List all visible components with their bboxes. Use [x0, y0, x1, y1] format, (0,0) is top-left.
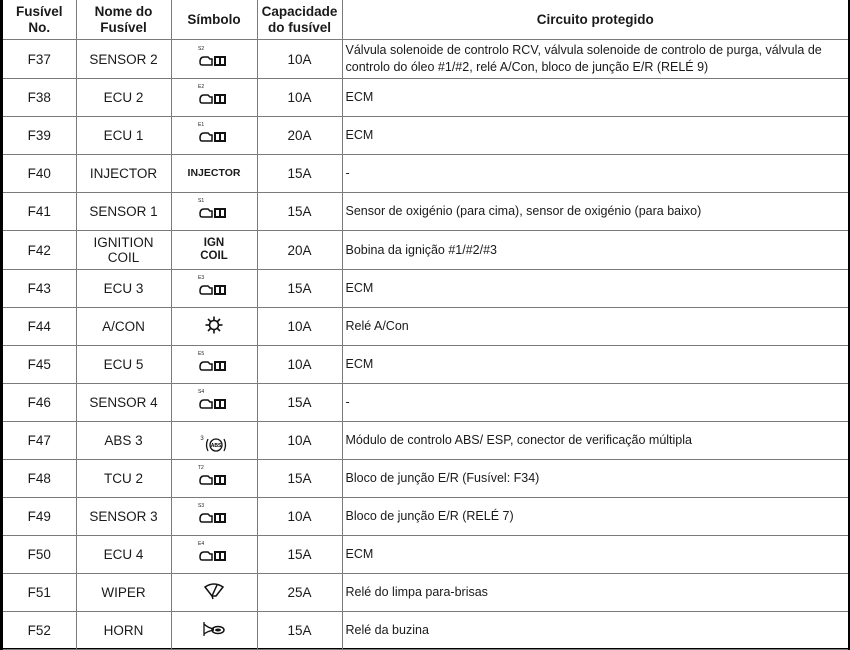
protected-circuit: Bloco de junção E/R (RELÉ 7)	[342, 498, 848, 536]
protected-circuit: Sensor de oxigénio (para cima), sensor de oxigénio (para baixo)	[342, 193, 848, 231]
protected-circuit: Válvula solenoide de controlo RCV, válvula solenoide de controlo de purga, válvula de controlo do óleo #1/#2, relé A/Con, bloco de junção E/R (RELÉ 9)	[342, 40, 848, 79]
protected-circuit: ECM	[342, 79, 848, 117]
header-fuse-no: Fusível No.	[3, 0, 76, 40]
fuse-symbol	[171, 117, 257, 155]
fuse-name: WIPER	[76, 574, 171, 612]
table-row	[3, 79, 848, 117]
fuse-name: ECU 2	[76, 79, 171, 117]
fuse-symbol	[171, 231, 257, 270]
table-row	[3, 384, 848, 422]
fuse-number: F42	[3, 231, 76, 270]
table-row	[3, 612, 848, 650]
fuse-symbol	[171, 155, 257, 193]
fuse-number: F48	[3, 460, 76, 498]
fuse-name: SENSOR 1	[76, 193, 171, 231]
protected-circuit: Módulo de controlo ABS/ ESP, conector de verificação múltipla	[342, 422, 848, 460]
fuse-name: ECU 1	[76, 117, 171, 155]
fuse-number: F50	[3, 536, 76, 574]
fuse-symbol	[171, 346, 257, 384]
header-symbol: Símbolo	[171, 0, 257, 40]
table-row	[3, 117, 848, 155]
fuse-rating: 25A	[257, 574, 342, 612]
fuse-name: IGNITION COIL	[76, 231, 171, 270]
fuse-rating: 10A	[257, 79, 342, 117]
engine-check-icon: S2	[199, 49, 229, 67]
header-circuit: Circuito protegido	[342, 0, 848, 40]
fuse-table	[3, 0, 848, 650]
snowflake-sun-icon	[205, 316, 223, 334]
table-row	[3, 346, 848, 384]
protected-circuit: Relé do limpa para-brisas	[342, 574, 848, 612]
fuse-symbol	[171, 460, 257, 498]
fuse-rating: 10A	[257, 308, 342, 346]
header-fuse-name: Nome do Fusível	[76, 0, 171, 40]
fuse-symbol	[171, 422, 257, 460]
fuse-rating: 10A	[257, 40, 342, 79]
fuse-symbol	[171, 308, 257, 346]
table-row	[3, 231, 848, 270]
fuse-symbol	[171, 498, 257, 536]
fuse-number: F41	[3, 193, 76, 231]
table-row	[3, 460, 848, 498]
fuse-number: F49	[3, 498, 76, 536]
fuse-number: F52	[3, 612, 76, 650]
table-row	[3, 422, 848, 460]
fuse-name: ECU 4	[76, 536, 171, 574]
fuse-rating: 15A	[257, 384, 342, 422]
table-row	[3, 270, 848, 308]
protected-circuit: ECM	[342, 270, 848, 308]
wiper-icon	[203, 582, 225, 600]
header-capacity: Capacidade do fusível	[257, 0, 342, 40]
fuse-symbol	[171, 40, 257, 79]
table-row	[3, 536, 848, 574]
table-row	[3, 155, 848, 193]
fuse-symbol	[171, 193, 257, 231]
fuse-name: INJECTOR	[76, 155, 171, 193]
engine-check-icon: T2	[199, 468, 229, 486]
protected-circuit: ECM	[342, 117, 848, 155]
fuse-rating: 10A	[257, 346, 342, 384]
protected-circuit: -	[342, 384, 848, 422]
symbol-text: INJECTOR	[187, 167, 241, 179]
fuse-symbol	[171, 612, 257, 650]
fuse-number: F40	[3, 155, 76, 193]
fuse-name: SENSOR 3	[76, 498, 171, 536]
protected-circuit: -	[342, 155, 848, 193]
fuse-name: HORN	[76, 612, 171, 650]
fuse-number: F46	[3, 384, 76, 422]
horn-icon	[202, 620, 226, 638]
protected-circuit: ECM	[342, 346, 848, 384]
protected-circuit: Relé da buzina	[342, 612, 848, 650]
fuse-name: ECU 3	[76, 270, 171, 308]
fuse-rating: 15A	[257, 193, 342, 231]
fuse-symbol	[171, 574, 257, 612]
fuse-name: SENSOR 2	[76, 40, 171, 79]
fuse-number: F51	[3, 574, 76, 612]
fuse-rating: 20A	[257, 231, 342, 270]
fuse-rating: 15A	[257, 270, 342, 308]
fuse-rating: 20A	[257, 117, 342, 155]
fuse-rating: 10A	[257, 498, 342, 536]
fuse-name: ABS 3	[76, 422, 171, 460]
table-header-row	[3, 0, 848, 40]
fuse-name: SENSOR 4	[76, 384, 171, 422]
fuse-number: F47	[3, 422, 76, 460]
protected-circuit: Bloco de junção E/R (Fusível: F34)	[342, 460, 848, 498]
fuse-rating: 15A	[257, 460, 342, 498]
fuse-number: F38	[3, 79, 76, 117]
abs-icon: 3 ABS	[200, 436, 227, 454]
fuse-symbol	[171, 270, 257, 308]
fuse-number: F37	[3, 40, 76, 79]
protected-circuit: Relé A/Con	[342, 308, 848, 346]
engine-check-icon: S4	[199, 392, 229, 410]
engine-check-icon: E1	[199, 125, 229, 143]
protected-circuit: ECM	[342, 536, 848, 574]
symbol-text: IGN COIL	[200, 237, 228, 262]
fuse-rating: 15A	[257, 612, 342, 650]
fuse-name: TCU 2	[76, 460, 171, 498]
engine-check-icon: E5	[199, 354, 229, 372]
fuse-number: F45	[3, 346, 76, 384]
engine-check-icon: S1	[199, 201, 229, 219]
fuse-symbol	[171, 79, 257, 117]
fuse-number: F43	[3, 270, 76, 308]
fuse-rating: 10A	[257, 422, 342, 460]
table-row	[3, 308, 848, 346]
protected-circuit: Bobina da ignição #1/#2/#3	[342, 231, 848, 270]
fuse-table-page	[3, 0, 848, 648]
fuse-name: ECU 5	[76, 346, 171, 384]
table-row	[3, 574, 848, 612]
fuse-symbol	[171, 536, 257, 574]
table-row	[3, 498, 848, 536]
engine-check-icon: E4	[199, 544, 229, 562]
engine-check-icon: E2	[199, 87, 229, 105]
engine-check-icon: E3	[199, 278, 229, 296]
fuse-rating: 15A	[257, 536, 342, 574]
table-row	[3, 40, 848, 79]
engine-check-icon: S3	[199, 506, 229, 524]
fuse-number: F44	[3, 308, 76, 346]
fuse-number: F39	[3, 117, 76, 155]
svg-text:ABS: ABS	[210, 442, 221, 449]
fuse-symbol	[171, 384, 257, 422]
fuse-name: A/CON	[76, 308, 171, 346]
table-row	[3, 193, 848, 231]
fuse-rating: 15A	[257, 155, 342, 193]
